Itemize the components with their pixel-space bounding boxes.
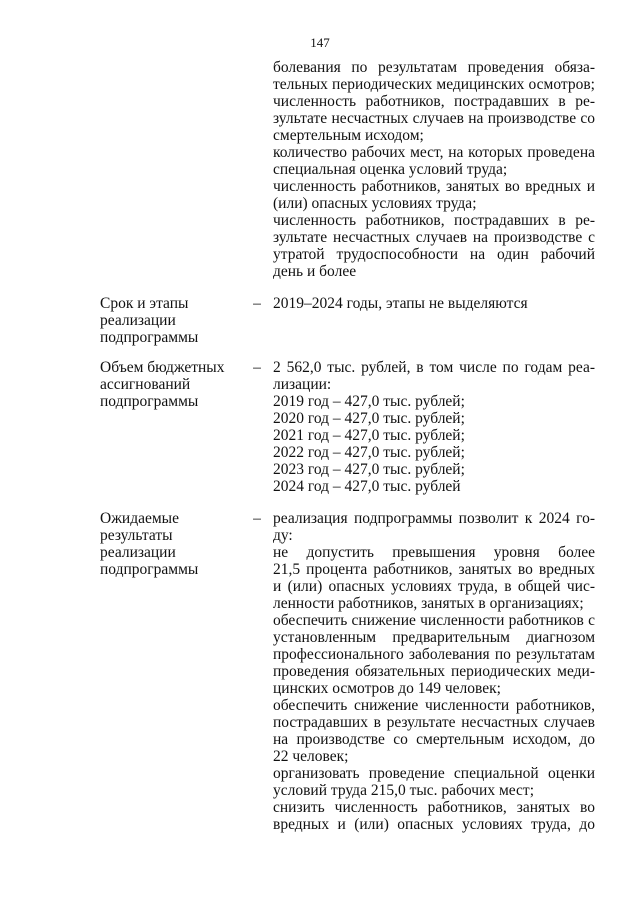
text-line: ду: bbox=[273, 527, 293, 544]
text-line: 2022 год – 427,0 тыс. рублей; bbox=[273, 444, 465, 461]
budget-label bbox=[100, 359, 240, 410]
text-line: тельных периодических медицинских осмотров; bbox=[273, 76, 595, 93]
label-line: подпрограммы bbox=[100, 561, 199, 578]
text-line: 2019–2024 годы, этапы не выделяются bbox=[273, 295, 528, 312]
term-label bbox=[100, 295, 240, 346]
label-line: реализации bbox=[100, 544, 176, 561]
text-line: утратой трудоспособности на один рабочий bbox=[273, 246, 595, 263]
text-line: численность работников, пострадавших в ре- bbox=[273, 212, 595, 229]
budget-text bbox=[273, 359, 595, 495]
term-dash: – bbox=[253, 295, 261, 312]
text-line: болевания по результатам проведения обяза- bbox=[273, 59, 595, 76]
text-line: 2020 год – 427,0 тыс. рублей; bbox=[273, 410, 465, 427]
label-line: Срок и этапы bbox=[100, 295, 189, 312]
term-text bbox=[273, 295, 595, 312]
text-line: 2024 год – 427,0 тыс. рублей bbox=[273, 478, 461, 495]
text-line: зультате несчастных случаев на производстве со bbox=[273, 110, 595, 127]
results-label bbox=[100, 510, 240, 578]
page-number: 147 bbox=[310, 35, 330, 50]
text-line: вредных и (или) опасных условиях труда, до bbox=[273, 816, 595, 833]
label-line: реализации bbox=[100, 312, 176, 329]
top-text-block bbox=[273, 59, 595, 280]
text-line: условий труда 215,0 тыс. рабочих мест; bbox=[273, 782, 535, 799]
results-dash: – bbox=[253, 510, 261, 527]
text-line: обеспечить снижение численности работников, bbox=[273, 697, 595, 714]
text-line: 2023 год – 427,0 тыс. рублей; bbox=[273, 461, 465, 478]
text-line: 2019 год – 427,0 тыс. рублей; bbox=[273, 393, 465, 410]
label-line: Объем бюджетных bbox=[100, 359, 225, 376]
text-line: численность работников, пострадавших в ре- bbox=[273, 93, 595, 110]
text-line: установленным предварительным диагнозом bbox=[273, 629, 595, 646]
text-line: организовать проведение специальной оценки bbox=[273, 765, 595, 782]
text-line: снизить численность работников, занятых во bbox=[273, 799, 595, 816]
budget-dash: – bbox=[253, 359, 261, 376]
text-line: реализация подпрограммы позволит к 2024 го- bbox=[273, 510, 595, 527]
label-line: подпрограммы bbox=[100, 329, 199, 346]
label-line: подпрограммы bbox=[100, 393, 199, 410]
text-line: зультате несчастных случаев на производстве с bbox=[273, 229, 595, 246]
text-line: цинских осмотров до 149 человек; bbox=[273, 680, 501, 697]
text-line: и (или) опасных условиях труда, в общей чис- bbox=[273, 578, 595, 595]
label-line: Ожидаемые bbox=[100, 510, 179, 527]
label-line: результаты bbox=[100, 527, 173, 544]
text-line: не допустить превышения уровня более bbox=[273, 544, 595, 561]
label-line: ассигнований bbox=[100, 376, 191, 393]
text-line: пострадавших в результате несчастных случаев bbox=[273, 714, 595, 731]
text-line: специальная оценка условий труда; bbox=[273, 161, 508, 178]
text-line: проведения обязательных периодических меди- bbox=[273, 663, 595, 680]
text-line: 22 человек; bbox=[273, 748, 349, 765]
results-text bbox=[273, 510, 595, 833]
text-line: смертельным исходом; bbox=[273, 127, 424, 144]
text-line: численность работников, занятых во вредных и bbox=[273, 178, 595, 195]
text-line: ленности работников, занятых в организациях; bbox=[273, 595, 584, 612]
text-line: 2021 год – 427,0 тыс. рублей; bbox=[273, 427, 465, 444]
text-line: (или) опасных условиях труда; bbox=[273, 195, 477, 212]
text-line: профессионального заболевания по результатам bbox=[273, 646, 595, 663]
text-line: на производстве со смертельным исходом, до bbox=[273, 731, 595, 748]
text-line: 2 562,0 тыс. рублей, в том числе по годам реа- bbox=[273, 359, 595, 376]
text-line: обеспечить снижение численности работников с bbox=[273, 612, 595, 629]
text-line: день и более bbox=[273, 263, 357, 280]
text-line: лизации: bbox=[273, 376, 332, 393]
text-line: 21,5 процента работников, занятых во вредных bbox=[273, 561, 595, 578]
text-line: количество рабочих мест, на которых проведена bbox=[273, 144, 595, 161]
